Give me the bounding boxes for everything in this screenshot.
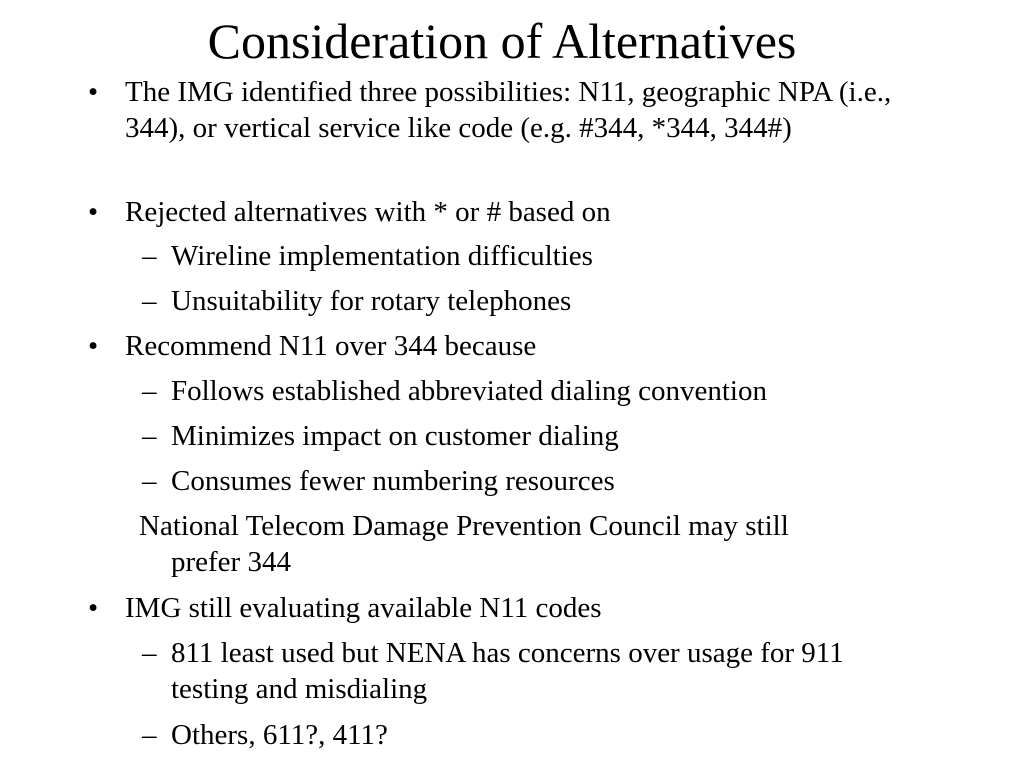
- sub-item: [142, 283, 921, 319]
- bullet-marker: •: [88, 196, 99, 228]
- bullet-item: [88, 194, 915, 230]
- dash-marker: –: [142, 240, 157, 272]
- bullet-marker: •: [88, 330, 99, 362]
- bullet-text: Rejected alternatives with * or # based on: [125, 196, 611, 228]
- sub-item-text: Others, 611?, 411?: [171, 719, 388, 751]
- dash-marker: –: [142, 420, 157, 452]
- bullet-marker: •: [88, 76, 99, 108]
- slide-title: Consideration of Alternatives: [207, 13, 797, 69]
- plain-item-text-rest: prefer 344: [171, 546, 291, 578]
- dash-marker: –: [142, 375, 157, 407]
- sub-item: [142, 418, 921, 454]
- sub-item-text: Wireline implementation difficulties: [171, 240, 593, 272]
- sub-item-text: Follows established abbreviated dialing convention: [171, 375, 767, 407]
- sub-item: [142, 635, 921, 707]
- dash-marker: –: [142, 637, 157, 669]
- sub-item: [142, 463, 921, 499]
- sub-item: [142, 373, 921, 409]
- bullet-marker: •: [88, 592, 99, 624]
- bullet-text: Recommend N11 over 344 because: [125, 330, 537, 362]
- bullet-item: [88, 74, 915, 146]
- dash-marker: –: [142, 719, 157, 751]
- sub-item-text: 811 least used but NENA has concerns over usage for 911 testing and misdialing: [171, 637, 844, 705]
- plain-item-text-first: National Telecom Damage Prevention Council may still: [139, 510, 789, 542]
- dash-marker: –: [142, 465, 157, 497]
- bullet-text: The IMG identified three possibilities: N11, geographic NPA (i.e., 344), or vertical service like code (e.g. #344, *344, 344#): [125, 76, 892, 144]
- bullet-item: [88, 328, 915, 364]
- sub-item: [142, 238, 921, 274]
- bullet-text: IMG still evaluating available N11 codes: [125, 592, 602, 624]
- bullet-item: [88, 590, 915, 626]
- dash-marker: –: [142, 285, 157, 317]
- plain-item: [139, 508, 919, 580]
- sub-item-text: Minimizes impact on customer dialing: [171, 420, 619, 452]
- sub-item: [142, 717, 921, 753]
- sub-item-text: Consumes fewer numbering resources: [171, 465, 615, 497]
- sub-item-text: Unsuitability for rotary telephones: [171, 285, 572, 317]
